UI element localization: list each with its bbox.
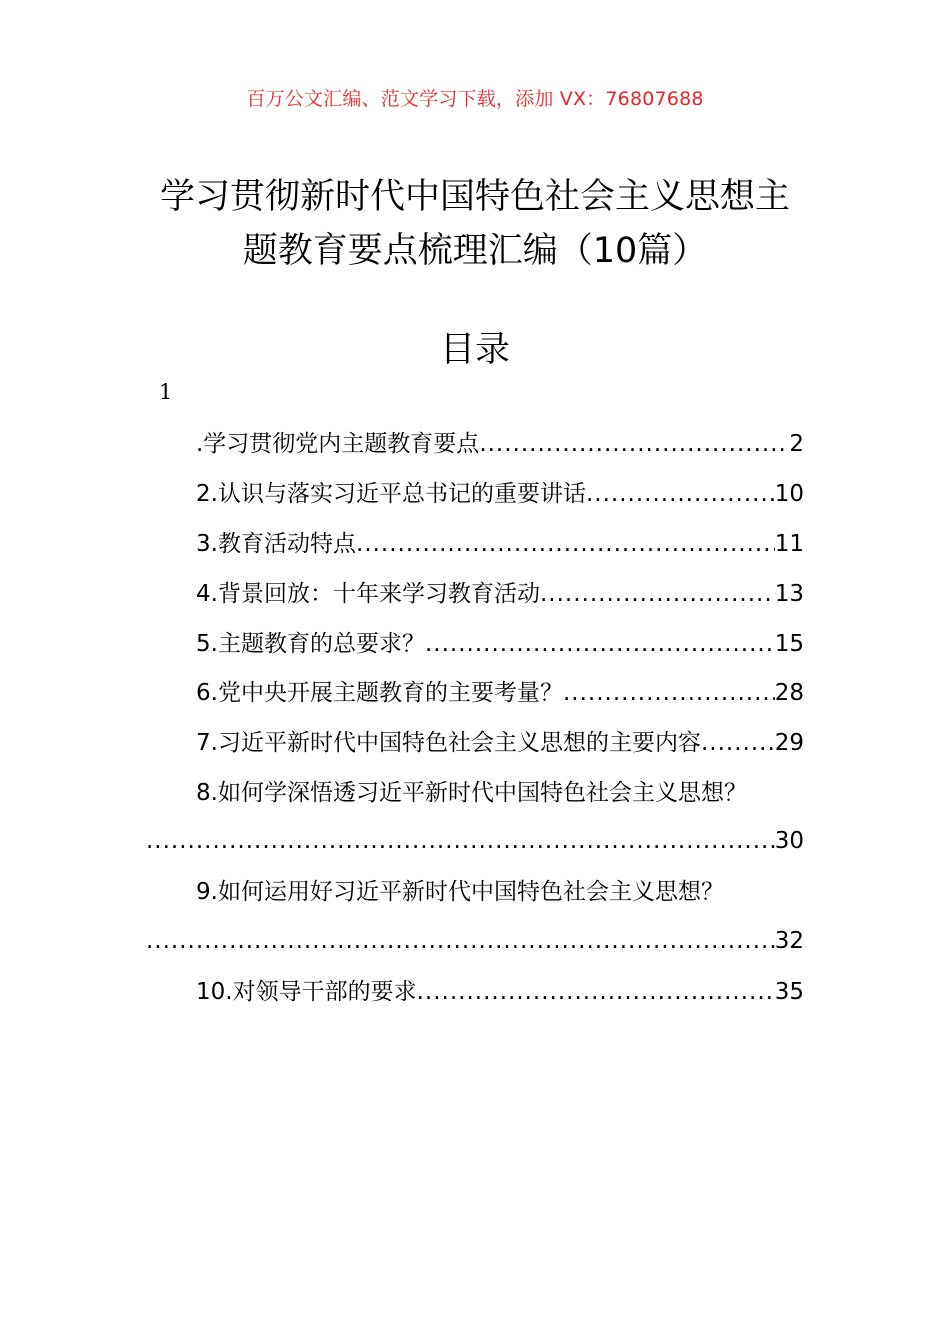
toc-entry-1[interactable] — [196, 424, 804, 464]
title-line-2: 题教育要点梳理汇编（10篇） — [242, 231, 708, 271]
toc-leader-dots — [563, 673, 775, 713]
toc-entry-page: 35 — [774, 979, 804, 1005]
toc-entry-label: 4.背景回放：十年来学习教育活动 — [196, 581, 540, 607]
toc-entry-9-continuation[interactable] — [146, 921, 804, 961]
toc-entry-9[interactable] — [196, 872, 804, 912]
toc-entry-label: 7.习近平新时代中国特色社会主义思想的主要内容 — [196, 730, 701, 756]
toc-entry-page: 32 — [774, 928, 804, 954]
toc-leader-dots — [701, 723, 775, 763]
toc-entry-label: 2.认识与落实习近平总书记的重要讲话 — [196, 481, 586, 507]
toc-entry-page: 29 — [774, 730, 804, 756]
toc-heading: 目录 — [439, 330, 510, 370]
toc-entry-2[interactable] — [196, 474, 804, 514]
toc-entry-10[interactable] — [196, 972, 804, 1012]
toc-entry-label: 5.主题教育的总要求？ — [196, 631, 425, 657]
title-line-1: 学习贯彻新时代中国特色社会主义思想主 — [159, 177, 790, 217]
toc-leader-dots — [479, 424, 789, 464]
toc-entry-page: 10 — [774, 481, 804, 507]
toc-leader-dots — [586, 474, 775, 514]
toc-leader-dots — [425, 624, 775, 664]
toc-leader-dots — [146, 821, 775, 861]
toc-entry-label: .学习贯彻党内主题教育要点 — [196, 431, 480, 457]
toc-leader-dots — [417, 972, 775, 1012]
toc-leader-dots — [356, 524, 775, 564]
toc-entry-page: 30 — [774, 828, 804, 854]
toc-entry-8[interactable] — [196, 773, 804, 813]
toc-entry-label: 3.教育活动特点 — [196, 531, 356, 557]
toc-entry-4[interactable] — [196, 574, 804, 614]
toc-entry-label: 6.党中央开展主题教育的主要考量？ — [196, 680, 563, 706]
toc-entry-page: 2 — [789, 431, 804, 457]
toc-entry-7[interactable] — [196, 723, 804, 763]
toc-entry-page: 15 — [774, 631, 804, 657]
toc-entry-label: 8.如何学深悟透习近平新时代中国特色社会主义思想？ — [196, 780, 747, 806]
toc-entry-page: 13 — [774, 581, 804, 607]
toc-entry-label: 10.对领导干部的要求 — [196, 979, 417, 1005]
toc-entry-label: 9.如何运用好习近平新时代中国特色社会主义思想？ — [196, 879, 724, 905]
toc-entry-page: 11 — [774, 531, 804, 557]
toc-entry-6[interactable] — [196, 673, 804, 713]
page-marker: 1 — [159, 380, 173, 404]
toc-entry-8-continuation[interactable] — [146, 821, 804, 861]
toc-entry-3[interactable] — [196, 524, 804, 564]
toc-leader-dots — [146, 921, 775, 961]
header-note: 百万公文汇编、范文学习下载，添加 VX：76807688 — [246, 88, 704, 110]
toc-leader-dots — [540, 574, 775, 614]
toc-entry-page: 28 — [774, 680, 804, 706]
toc-entry-5[interactable] — [196, 624, 804, 664]
